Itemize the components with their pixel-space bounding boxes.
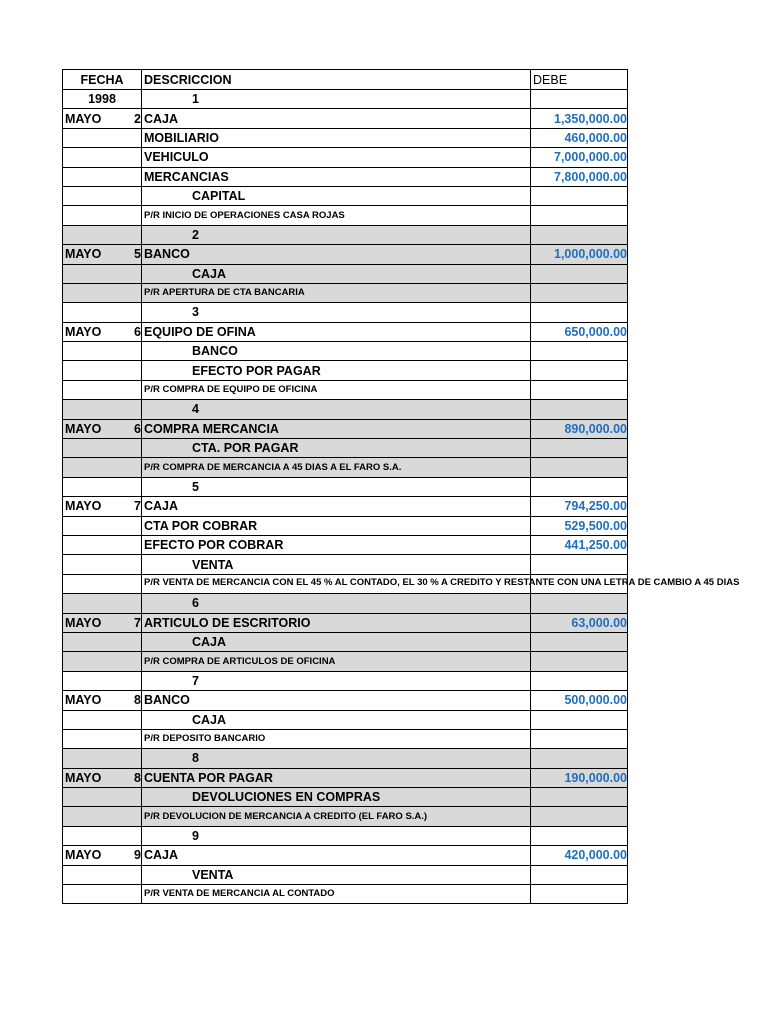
credit-account-cell[interactable]: BANCO (142, 342, 531, 361)
credit-row (63, 264, 628, 283)
credit-account-cell[interactable]: EFECTO POR PAGAR (142, 361, 531, 380)
memo-row (63, 458, 628, 477)
header-fecha[interactable]: FECHA (63, 70, 142, 90)
account-cell[interactable]: CUENTA POR PAGAR (142, 768, 531, 787)
dia-text: 6 (134, 421, 141, 436)
debe-cell[interactable] (531, 303, 628, 322)
mes-text: MAYO (65, 848, 102, 863)
debe-cell[interactable]: 1,350,000.00 (531, 109, 628, 128)
credit-account-cell[interactable]: CAJA (142, 264, 531, 283)
memo-cell[interactable]: P/R VENTA DE MERCANCIA CON EL 45 % AL CONTADO, EL 30 % A CREDITO Y RESTANTE CON UNA LETRA DE CAMBIO A 45 DIAS (142, 574, 531, 593)
fecha-value (65, 770, 141, 786)
account-cell[interactable]: ARTICULO DE ESCRITORIO (142, 613, 531, 632)
account-cell[interactable]: EFECTO POR COBRAR (142, 535, 531, 554)
fecha-cell[interactable] (63, 109, 142, 128)
credit-row (63, 186, 628, 205)
debe-cell[interactable] (531, 652, 628, 671)
fecha-cell[interactable] (63, 167, 142, 186)
debe-cell[interactable] (531, 807, 628, 826)
dia-text: 9 (134, 848, 141, 863)
debe-cell[interactable] (531, 342, 628, 361)
credit-row (63, 361, 628, 380)
memo-cell[interactable]: P/R COMPRA DE ARTICULOS DE OFICINA (142, 652, 531, 671)
debit-row (63, 245, 628, 264)
dia-text: 5 (134, 247, 141, 262)
fecha-cell[interactable] (63, 768, 142, 787)
debe-cell[interactable] (531, 826, 628, 845)
account-cell[interactable]: CAJA (142, 846, 531, 865)
fecha-cell[interactable] (63, 186, 142, 205)
entry-number-cell[interactable]: 4 (142, 400, 531, 419)
fecha-cell[interactable] (63, 458, 142, 477)
fecha-cell[interactable] (63, 594, 142, 613)
entry-number-cell[interactable]: 5 (142, 477, 531, 496)
memo-cell[interactable]: P/R INICIO DE OPERACIONES CASA ROJAS (142, 206, 531, 225)
fecha-cell[interactable] (63, 225, 142, 244)
dia-text: 7 (134, 499, 141, 514)
entry-row (63, 303, 628, 322)
fecha-cell[interactable] (63, 632, 142, 651)
entry-row (63, 90, 628, 109)
fecha-cell[interactable] (63, 865, 142, 884)
debe-cell[interactable]: 529,500.00 (531, 516, 628, 535)
credit-account-cell[interactable]: DEVOLUCIONES EN COMPRAS (142, 788, 531, 807)
mes-text: MAYO (65, 615, 102, 630)
header-debe[interactable]: DEBE (531, 70, 628, 90)
account-cell[interactable]: VEHICULO (142, 148, 531, 167)
credit-account-cell[interactable]: CTA. POR PAGAR (142, 439, 531, 458)
debe-cell[interactable]: 460,000.00 (531, 128, 628, 147)
memo-row (63, 574, 628, 593)
debe-cell[interactable] (531, 283, 628, 302)
entry-row (63, 225, 628, 244)
debe-cell[interactable]: 7,000,000.00 (531, 148, 628, 167)
credit-row (63, 865, 628, 884)
fecha-value (65, 615, 141, 631)
debe-cell[interactable] (531, 885, 628, 904)
debe-cell[interactable] (531, 477, 628, 496)
account-cell[interactable]: CAJA (142, 497, 531, 516)
mes-text: MAYO (65, 324, 102, 339)
debe-cell[interactable] (531, 225, 628, 244)
account-cell[interactable]: CTA POR COBRAR (142, 516, 531, 535)
debe-cell[interactable] (531, 710, 628, 729)
fecha-value (65, 692, 141, 708)
fecha-cell[interactable] (63, 245, 142, 264)
credit-account-cell[interactable]: VENTA (142, 865, 531, 884)
account-cell[interactable]: BANCO (142, 245, 531, 264)
fecha-cell[interactable] (63, 128, 142, 147)
memo-cell[interactable]: P/R COMPRA DE EQUIPO DE OFICINA (142, 380, 531, 399)
memo-row (63, 652, 628, 671)
entry-row (63, 826, 628, 845)
memo-row (63, 807, 628, 826)
debe-cell[interactable] (531, 594, 628, 613)
debe-cell[interactable] (531, 439, 628, 458)
debit-row (63, 167, 628, 186)
credit-row (63, 632, 628, 651)
fecha-cell[interactable] (63, 283, 142, 302)
fecha-cell[interactable] (63, 264, 142, 283)
credit-row (63, 342, 628, 361)
debe-cell[interactable]: 190,000.00 (531, 768, 628, 787)
fecha-cell[interactable] (63, 419, 142, 438)
debit-row (63, 846, 628, 865)
fecha-cell[interactable]: 1998 (63, 90, 142, 109)
credit-row (63, 788, 628, 807)
debit-row (63, 768, 628, 787)
mes-text: MAYO (65, 499, 102, 514)
fecha-cell[interactable] (63, 710, 142, 729)
memo-row (63, 885, 628, 904)
entry-number-cell[interactable]: 6 (142, 594, 531, 613)
mes-text: MAYO (65, 693, 102, 708)
account-cell[interactable]: COMPRA MERCANCIA (142, 419, 531, 438)
entry-row (63, 400, 628, 419)
debit-row (63, 497, 628, 516)
credit-row (63, 555, 628, 574)
debe-cell[interactable]: 7,800,000.00 (531, 167, 628, 186)
credit-account-cell[interactable]: CAPITAL (142, 186, 531, 205)
entry-number-cell[interactable]: 7 (142, 671, 531, 690)
dia-text: 7 (134, 615, 141, 630)
fecha-cell[interactable] (63, 788, 142, 807)
entry-number-cell[interactable]: 3 (142, 303, 531, 322)
fecha-value (65, 111, 141, 127)
debe-cell[interactable] (531, 361, 628, 380)
fecha-cell[interactable] (63, 439, 142, 458)
credit-row (63, 439, 628, 458)
debe-cell[interactable] (531, 555, 628, 574)
memo-cell[interactable]: P/R DEVOLUCION DE MERCANCIA A CREDITO (EL FARO S.A.) (142, 807, 531, 826)
debit-row (63, 419, 628, 438)
fecha-cell[interactable] (63, 749, 142, 768)
fecha-value (65, 847, 141, 863)
fecha-cell[interactable] (63, 477, 142, 496)
entry-row (63, 477, 628, 496)
mes-text: MAYO (65, 770, 102, 785)
memo-row (63, 206, 628, 225)
entry-number-cell[interactable]: 9 (142, 826, 531, 845)
account-cell[interactable]: BANCO (142, 691, 531, 710)
debit-row (63, 516, 628, 535)
memo-row (63, 283, 628, 302)
debe-cell[interactable] (531, 788, 628, 807)
account-cell[interactable]: MERCANCIAS (142, 167, 531, 186)
debit-row (63, 322, 628, 341)
entry-number-cell[interactable]: 8 (142, 749, 531, 768)
fecha-cell[interactable] (63, 826, 142, 845)
debe-cell[interactable]: 794,250.00 (531, 497, 628, 516)
mes-text: MAYO (65, 421, 102, 436)
dia-text: 8 (134, 770, 141, 785)
debe-cell[interactable] (531, 90, 628, 109)
debe-cell[interactable]: 420,000.00 (531, 846, 628, 865)
entry-number-cell[interactable]: 2 (142, 225, 531, 244)
debit-row (63, 109, 628, 128)
fecha-value (65, 246, 141, 262)
fecha-cell[interactable] (63, 322, 142, 341)
debe-cell[interactable]: 500,000.00 (531, 691, 628, 710)
fecha-value (65, 324, 141, 340)
fecha-cell[interactable] (63, 516, 142, 535)
memo-cell[interactable]: P/R VENTA DE MERCANCIA AL CONTADO (142, 885, 531, 904)
fecha-cell[interactable] (63, 613, 142, 632)
fecha-cell[interactable] (63, 574, 142, 593)
account-cell[interactable]: MOBILIARIO (142, 128, 531, 147)
dia-text: 2 (134, 111, 141, 126)
fecha-cell[interactable] (63, 497, 142, 516)
mes-text: MAYO (65, 111, 102, 126)
account-cell[interactable]: EQUIPO DE OFINA (142, 322, 531, 341)
entry-row (63, 749, 628, 768)
debe-cell[interactable] (531, 729, 628, 748)
fecha-cell[interactable] (63, 535, 142, 554)
fecha-value (65, 498, 141, 514)
debe-cell[interactable]: 650,000.00 (531, 322, 628, 341)
fecha-cell[interactable] (63, 885, 142, 904)
fecha-cell[interactable] (63, 380, 142, 399)
account-cell[interactable]: CAJA (142, 109, 531, 128)
debe-cell[interactable] (531, 749, 628, 768)
debit-row (63, 148, 628, 167)
entry-number-cell[interactable]: 1 (142, 90, 531, 109)
credit-account-cell[interactable]: CAJA (142, 710, 531, 729)
debe-cell[interactable] (531, 458, 628, 477)
fecha-cell[interactable] (63, 148, 142, 167)
debe-cell[interactable]: 63,000.00 (531, 613, 628, 632)
memo-cell[interactable]: P/R APERTURA DE CTA BANCARIA (142, 283, 531, 302)
journal-table (62, 69, 740, 904)
fecha-cell[interactable] (63, 846, 142, 865)
credit-row (63, 710, 628, 729)
debe-cell[interactable] (531, 671, 628, 690)
credit-account-cell[interactable]: VENTA (142, 555, 531, 574)
debit-row (63, 535, 628, 554)
fecha-cell[interactable] (63, 807, 142, 826)
memo-cell[interactable]: P/R DEPOSITO BANCARIO (142, 729, 531, 748)
credit-account-cell[interactable]: CAJA (142, 632, 531, 651)
debit-row (63, 613, 628, 632)
debit-row (63, 691, 628, 710)
header-row (63, 70, 628, 90)
memo-row (63, 380, 628, 399)
debit-row (63, 128, 628, 147)
fecha-cell[interactable] (63, 652, 142, 671)
debe-cell[interactable] (531, 186, 628, 205)
mes-text: MAYO (65, 247, 102, 262)
debe-cell[interactable] (531, 632, 628, 651)
memo-cell[interactable]: P/R COMPRA DE MERCANCIA A 45 DIAS A EL FARO S.A. (142, 458, 531, 477)
fecha-cell[interactable] (63, 400, 142, 419)
fecha-cell[interactable] (63, 206, 142, 225)
debe-cell[interactable] (531, 264, 628, 283)
fecha-cell[interactable] (63, 555, 142, 574)
debe-cell[interactable] (531, 400, 628, 419)
fecha-cell[interactable] (63, 303, 142, 322)
debe-cell[interactable]: 1,000,000.00 (531, 245, 628, 264)
debe-cell[interactable]: 441,250.00 (531, 535, 628, 554)
fecha-cell[interactable] (63, 729, 142, 748)
fecha-cell[interactable] (63, 342, 142, 361)
fecha-cell[interactable] (63, 691, 142, 710)
fecha-cell[interactable] (63, 361, 142, 380)
dia-text: 6 (134, 324, 141, 339)
debe-cell[interactable] (531, 206, 628, 225)
header-descripcion[interactable]: DESCRICCION (142, 70, 531, 90)
debe-cell[interactable]: 890,000.00 (531, 419, 628, 438)
debe-cell[interactable] (531, 380, 628, 399)
entry-row (63, 594, 628, 613)
entry-row (63, 671, 628, 690)
fecha-cell[interactable] (63, 671, 142, 690)
fecha-value (65, 421, 141, 437)
dia-text: 8 (134, 693, 141, 708)
debe-cell[interactable] (531, 865, 628, 884)
memo-row (63, 729, 628, 748)
